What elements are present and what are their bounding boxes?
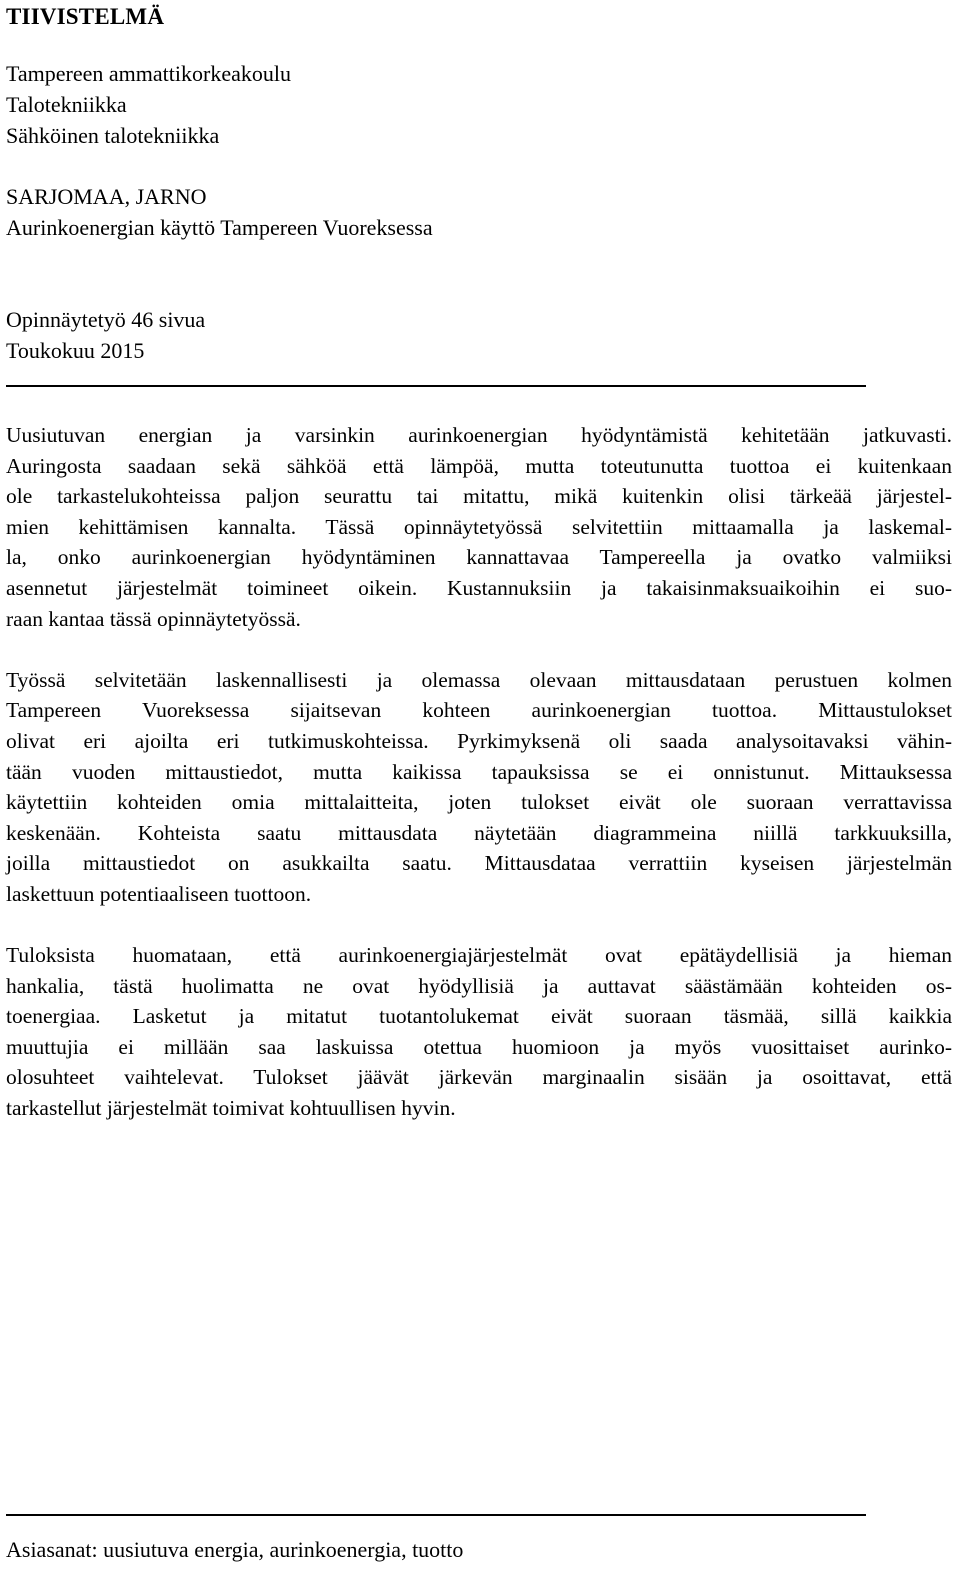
- abstract-line: Uusiutuvan energian ja varsinkin aurinkoenergian hyödyntämistä kehitetään jatkuvasti.: [6, 423, 952, 447]
- abstract-line: toenergiaa. Lasketut ja mitatut tuotantolukemat eivät suoraan täsmää, sillä kaikkia: [6, 1004, 952, 1029]
- abstract-line: olosuhteet vaihtelevat. Tulokset jäävät järkevän marginaalin sisään ja osoittavat, että: [6, 1065, 952, 1090]
- abstract-line: Tuloksista huomataan, että aurinkoenergiajärjestelmät ovat epätäydellisiä ja hieman: [6, 943, 952, 968]
- abstract-line: mien kehittämisen kannalta. Tässä opinnäytetyössä selvitettiin mittaamalla ja laskemal-: [6, 514, 952, 539]
- abstract-line: käytettiin kohteiden omia mittalaitteita, joten tulokset eivät ole suoraan verrattavissa: [6, 790, 952, 815]
- degree-programme: Talotekniikka: [6, 92, 127, 117]
- thesis-type-pages: Opinnäytetyö 46 sivua: [6, 307, 206, 332]
- bottom-divider: [6, 1514, 866, 1516]
- abstract-body: [6, 420, 952, 1154]
- abstract-line: Auringosta saadaan sekä sähköä että lämpöä, mutta toteutunutta tuottoa ei kuitenkaan: [6, 453, 952, 478]
- specialisation: Sähköinen talotekniikka: [6, 123, 220, 148]
- abstract-line: laskettuun potentiaaliseen tuottoon.: [6, 881, 312, 906]
- abstract-paragraph: [6, 665, 952, 910]
- thesis-info: [6, 304, 205, 366]
- page-heading: TIIVISTELMÄ: [6, 4, 165, 29]
- abstract-line: tarkastellut järjestelmät toimivat kohtuullisen hyvin.: [6, 1096, 456, 1121]
- abstract-line: raan kantaa tässä opinnäytetyössä.: [6, 606, 301, 631]
- author-name: SARJOMAA, JARNO: [6, 184, 207, 209]
- thesis-title: Aurinkoenergian käyttö Tampereen Vuoreksessa: [6, 215, 433, 240]
- abstract-line: Työssä selvitetään laskennallisesti ja olemassa olevaan mittausdataan perustuen kolmen: [6, 667, 952, 692]
- abstract-line: olivat eri ajoilta eri tutkimuskohteissa. Pyrkimyksenä oli saada analysoitavaksi vähin-: [6, 728, 952, 753]
- author-info: [6, 181, 433, 243]
- abstract-line: ole tarkastelukohteissa paljon seurattu tai mitattu, mikä kuitenkin olisi tärkeää järjestel-: [6, 484, 952, 509]
- keywords: Asiasanat: uusiutuva energia, aurinkoenergia, tuotto: [6, 1537, 464, 1562]
- abstract-line: tään vuoden mittaustiedot, mutta kaikissa tapauksissa se ei onnistunut. Mittauksessa: [6, 759, 952, 784]
- thesis-date: Toukokuu 2015: [6, 338, 145, 363]
- top-divider: [6, 385, 866, 387]
- abstract-paragraph: [6, 420, 952, 634]
- abstract-line: joilla mittaustiedot on asukkailta saatu. Mittausdataa verrattiin kyseisen järjestelmän: [6, 851, 952, 876]
- abstract-line: la, onko aurinkoenergian hyödyntäminen kannattavaa Tampereella ja ovatko valmiiksi: [6, 545, 952, 570]
- institution-name: Tampereen ammattikorkeakoulu: [6, 61, 291, 86]
- abstract-line: hankalia, tästä huolimatta ne ovat hyödyllisiä ja auttavat säästämään kohteiden os-: [6, 973, 952, 998]
- abstract-line: muuttujia ei millään saa laskuissa otettua huomioon ja myös vuosittaiset aurinko-: [6, 1034, 952, 1059]
- abstract-line: Tampereen Vuoreksessa sijaitsevan kohteen aurinkoenergian tuottoa. Mittaustulokset: [6, 698, 952, 723]
- abstract-line: keskenään. Kohteista saatu mittausdata näytetään diagrammeina niillä tarkkuuksilla,: [6, 820, 952, 845]
- abstract-paragraph: [6, 940, 952, 1124]
- abstract-line: asennetut järjestelmät toimineet oikein. Kustannuksiin ja takaisinmaksuaikoihin ei suo-: [6, 575, 952, 600]
- school-info: [6, 58, 291, 151]
